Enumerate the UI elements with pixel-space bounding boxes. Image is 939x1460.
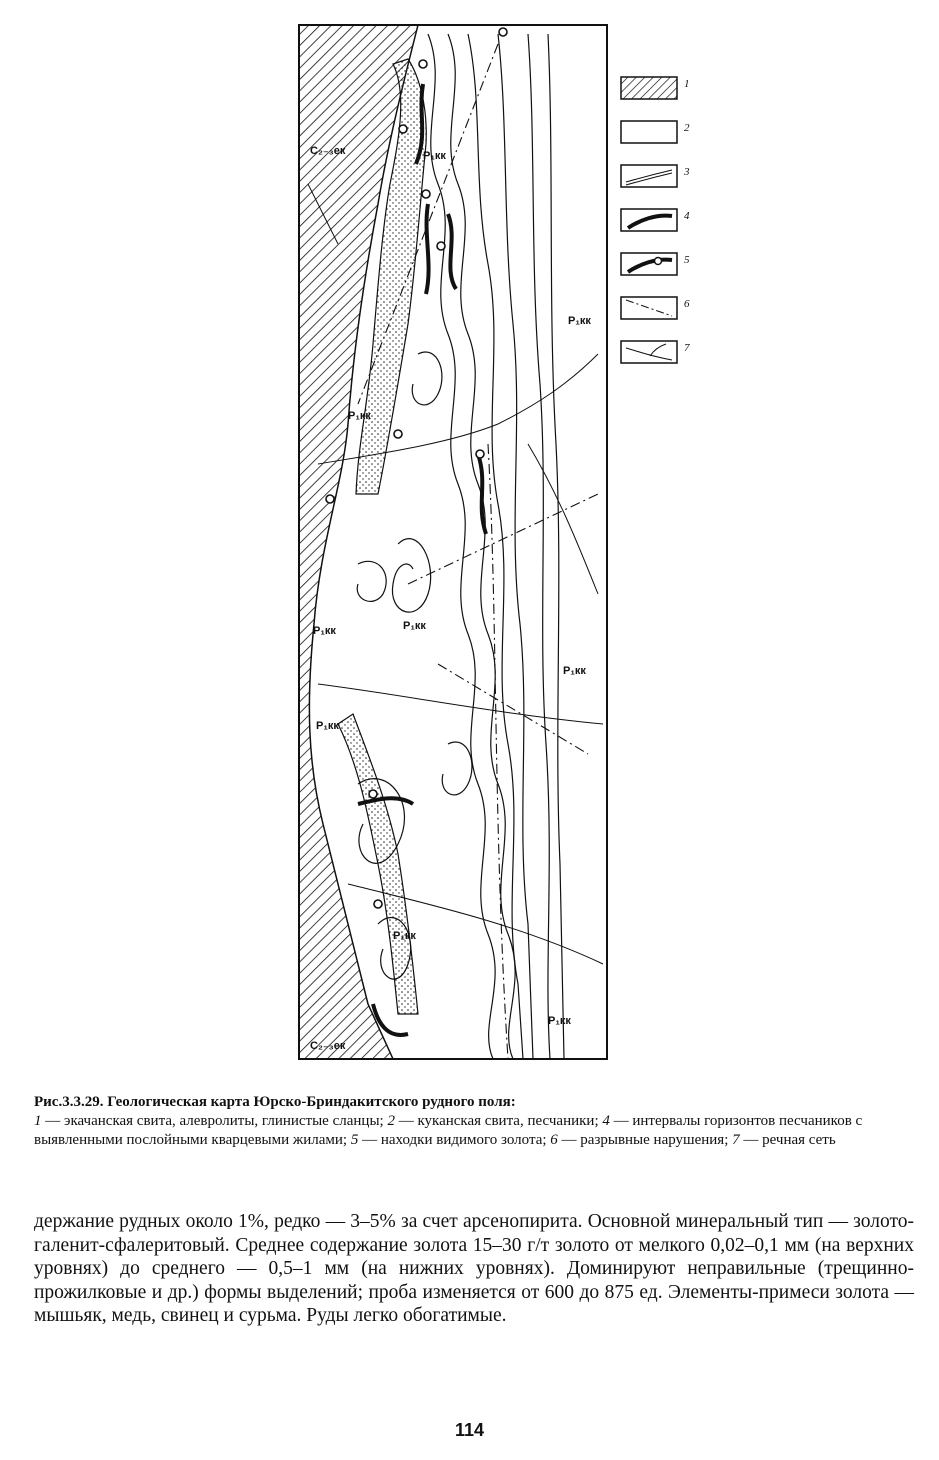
caption-text: — куканская свита, песчаники; bbox=[394, 1113, 603, 1129]
legend-item-4 bbox=[620, 208, 700, 232]
map-label-p1kk: P₁кк bbox=[348, 410, 371, 422]
legend-number: 4 bbox=[684, 210, 690, 222]
caption-text: — разрывные нарушения; bbox=[557, 1132, 733, 1148]
map-label-p1kk: P₁кк bbox=[563, 665, 586, 677]
map-label-p1kk: P₁кк bbox=[313, 625, 336, 637]
map-label-p1kk: P₁кк bbox=[423, 150, 446, 162]
page-number: 114 bbox=[454, 1420, 485, 1440]
figure-caption bbox=[34, 1093, 914, 1150]
caption-text: — речная сеть bbox=[739, 1132, 836, 1148]
map-label-p1kk: P₁кк bbox=[393, 930, 416, 942]
caption-legend-text bbox=[34, 1112, 914, 1150]
legend-item-2 bbox=[620, 120, 700, 144]
caption-text: — интервалы горизонтов песчаников с выявленными послойными кварцевыми жилами; bbox=[34, 1113, 863, 1148]
legend-item-7 bbox=[620, 340, 700, 364]
legend-number: 2 bbox=[684, 122, 690, 134]
legend-item-6 bbox=[620, 296, 700, 320]
body-paragraph: держание рудных около 1%, редко — 3–5% за счет арсенопирита. Основной минеральный тип — золото-галенит-сфалеритовый. Среднее содержание золота 15–30 г/т золото от мелкого 0,02–0,1 мм (на верхних уровнях) до среднего — 0,5–1 мм (на нижних уровнях). Доминируют неправильные (трещинно-прожилковые и др.) формы выделений; проба изменяется от 600 до 875 ед. Элементы-примеси золота — мышьяк, медь, свинец и сурьма. Руды легко обогатимые. bbox=[34, 1211, 914, 1327]
caption-num: 6 bbox=[550, 1132, 558, 1148]
map-legend bbox=[620, 76, 700, 376]
legend-number: 7 bbox=[684, 342, 690, 354]
map-drawing bbox=[298, 24, 608, 1060]
legend-number: 6 bbox=[684, 298, 690, 310]
map-label-c-top: C₂₋₃ек bbox=[310, 145, 346, 157]
legend-item-3 bbox=[620, 164, 700, 188]
caption-text: — экачанская свита, алевролиты, глинистые сланцы; bbox=[41, 1113, 388, 1129]
caption-num: 5 bbox=[350, 1132, 359, 1148]
map-label-c-bottom: C₂₋₃ек bbox=[310, 1040, 346, 1052]
legend-number: 3 bbox=[684, 166, 690, 178]
caption-num: 7 bbox=[732, 1132, 740, 1148]
map-label-p1kk: P₁кк bbox=[316, 720, 339, 732]
map-label-p1kk: P₁кк bbox=[568, 315, 591, 327]
caption-num: 1 bbox=[34, 1113, 42, 1129]
caption-num: 2 bbox=[387, 1113, 395, 1129]
legend-item-1 bbox=[620, 76, 700, 100]
caption-text: — находки видимого золота; bbox=[358, 1132, 551, 1148]
legend-item-5 bbox=[620, 252, 700, 276]
geological-map bbox=[298, 24, 608, 1060]
legend-number: 1 bbox=[684, 78, 690, 90]
map-label-p1kk: P₁кк bbox=[403, 620, 426, 632]
legend-number: 5 bbox=[684, 254, 690, 266]
caption-title: Рис.3.3.29. Геологическая карта Юрско-Бриндакитского рудного поля: bbox=[34, 1094, 516, 1110]
map-label-p1kk: P₁кк bbox=[548, 1015, 571, 1027]
caption-num: 4 bbox=[602, 1113, 610, 1129]
